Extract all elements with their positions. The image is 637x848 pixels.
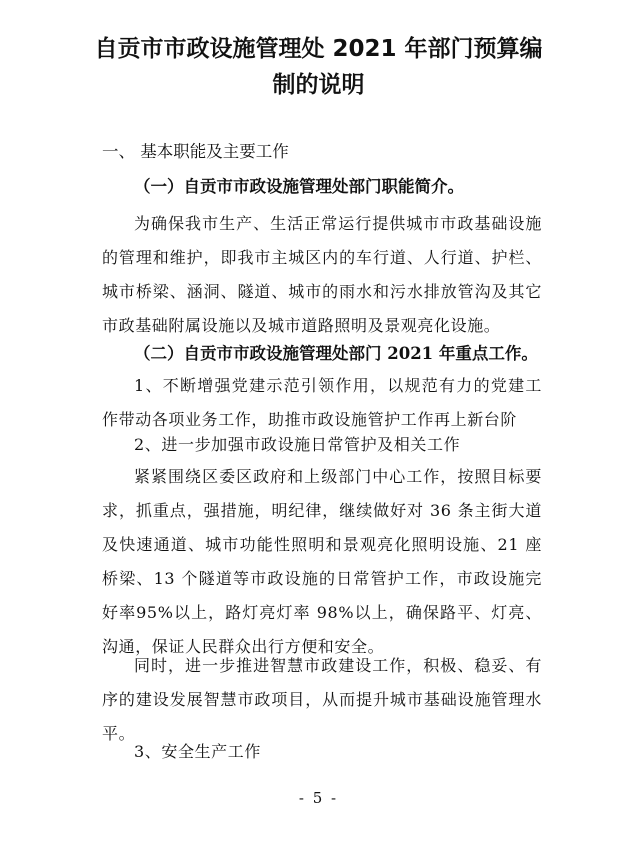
title-line-1: 自贡市市政设施管理处 2021 年部门预算编 (94, 36, 543, 62)
page-number: - 5 - (298, 789, 339, 807)
subheading-key-work-2021: （二）自贡市市政设施管理处部门 2021 年重点工作。 (134, 344, 538, 363)
paragraph-smart-municipal: 同时，进一步推进智慧市政建设工作，积极、稳妥、有序的建设发展智慧市政项目，从而提升城市基础设施管理水平。 (102, 656, 542, 743)
paragraph-department-functions: 为确保我市生产、生活正常运行提供城市市政基础设施的管理和维护，即我市主城区内的车行道、人行道、护栏、城市桥梁、涵洞、隧道、城市的雨水和污水排放管沟及其它市政基础附属设施以及城市道路照明及景观亮化设施。 (102, 214, 542, 335)
paragraph-party-building: 1、不断增强党建示范引领作用，以规范有力的党建工作带动各项业务工作，助推市政设施管护工作再上新台阶 (102, 376, 542, 429)
paragraph-facility-maintenance: 紧紧围绕区委区政府和上级部门中心工作，按照目标要求，抓重点，强措施，明纪律，继续做好对 36 条主街大道及快速通道、城市功能性照明和景观亮化照明设施、21 座桥梁、13 个隧道等市政设施的日常管护工作，市政设施完好率95%以上，路灯亮灯率 98%以上，确保路平、灯亮、沟通，保证人民群众出行方便和安全。 (102, 467, 542, 656)
item-heading-facility-maintenance: 2、进一步加强市政设施日常管护及相关工作 (134, 435, 461, 454)
section-heading-basic-functions: 一、 基本职能及主要工作 (102, 142, 289, 161)
document-title (60, 31, 577, 103)
subheading-department-functions: （一）自贡市市政设施管理处部门职能简介。 (134, 177, 464, 196)
item-heading-safety-production: 3、安全生产工作 (134, 742, 261, 761)
title-line-2: 制的说明 (272, 72, 365, 98)
